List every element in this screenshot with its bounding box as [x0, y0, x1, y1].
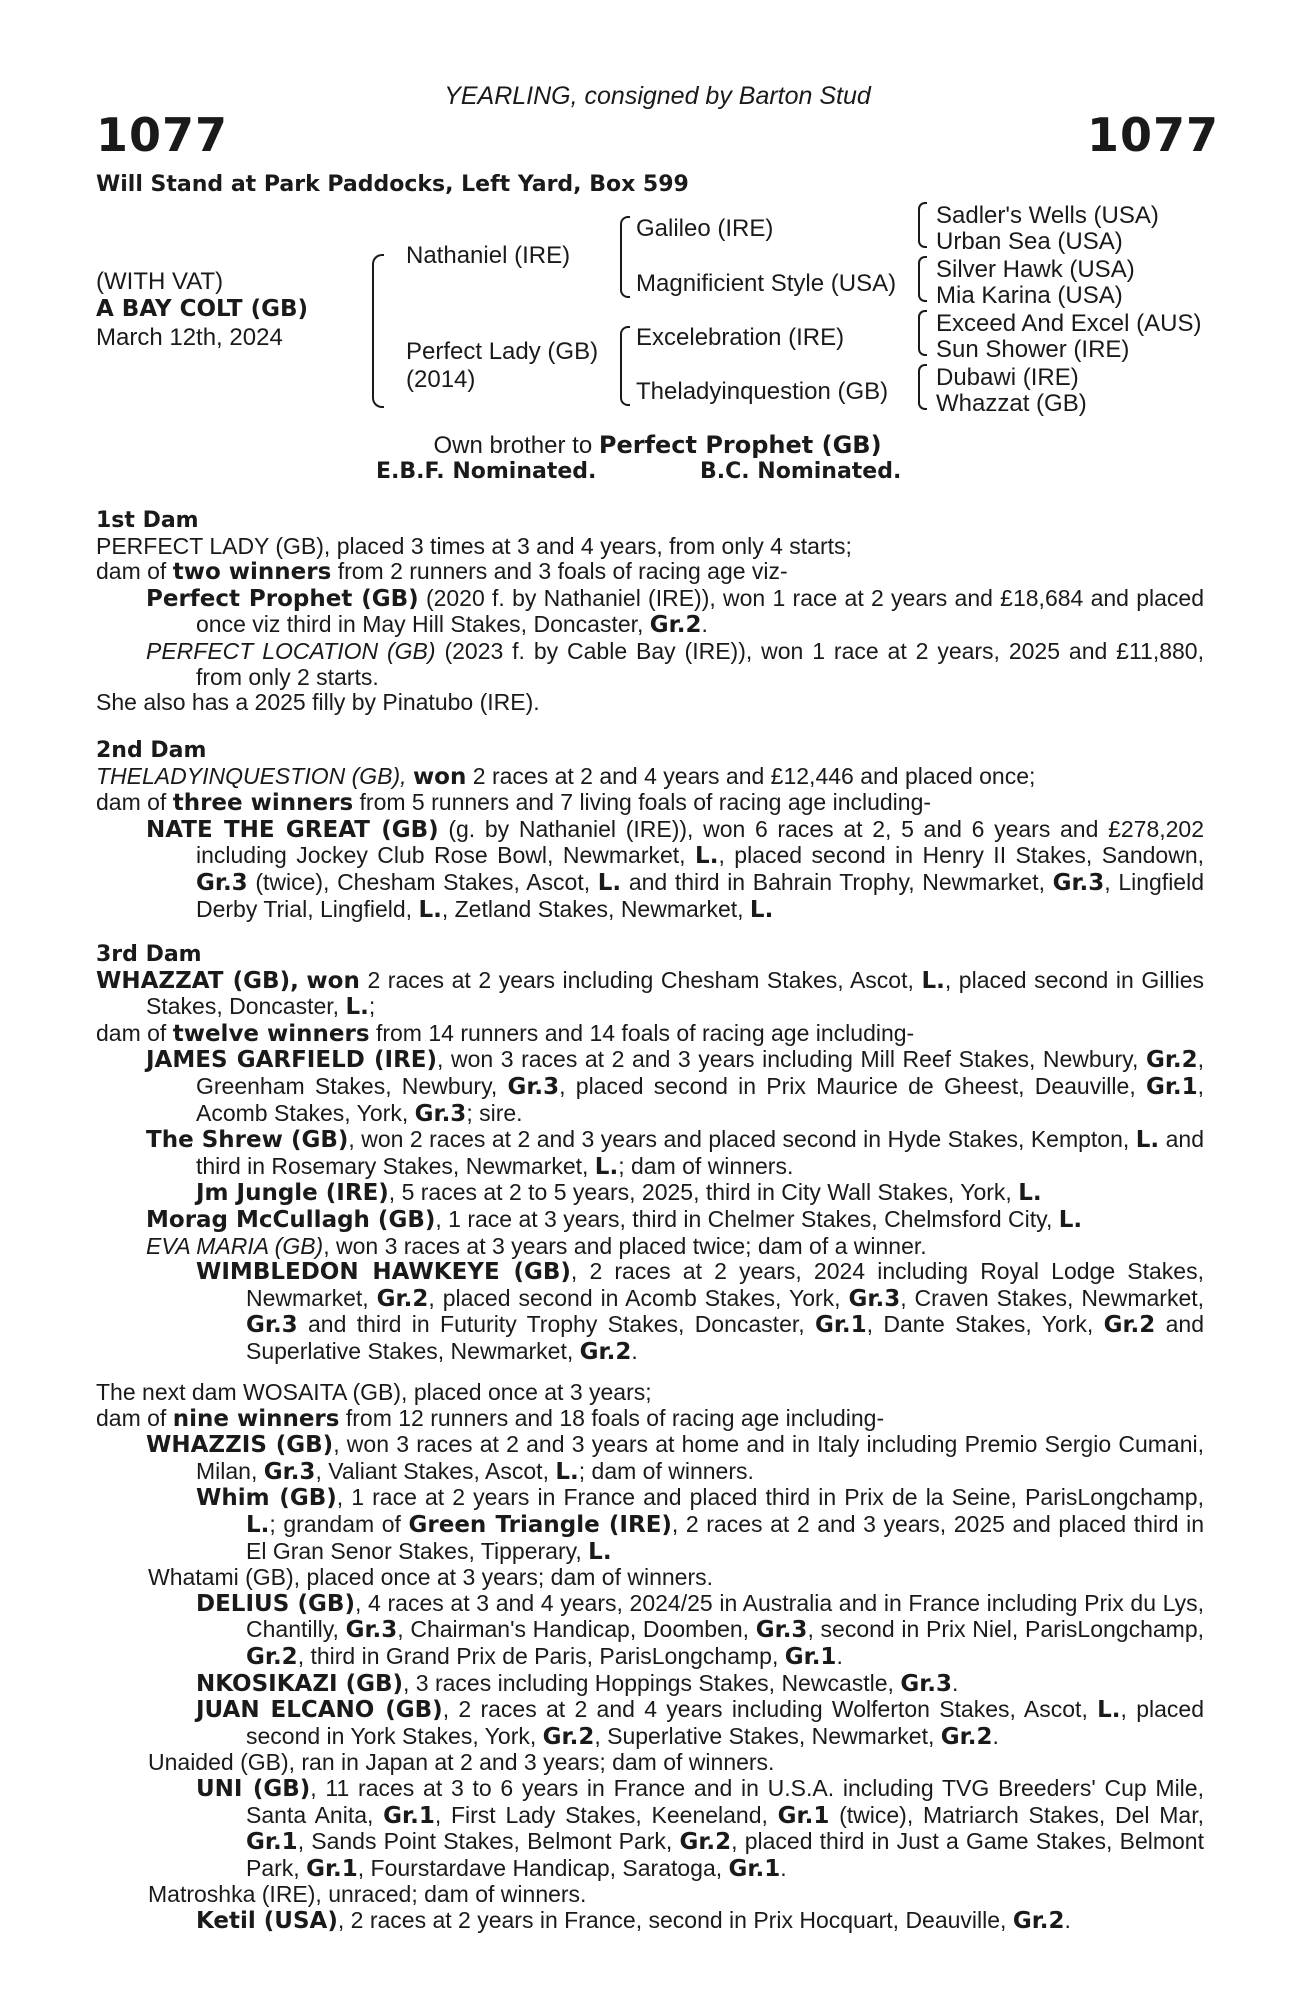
third-dam-section [96, 942, 1204, 1366]
next-dam-line: The next dam WOSAITA (GB), placed once at 3 years; [96, 1379, 652, 1405]
next-dam-section [96, 1380, 1204, 1934]
next-dam-produce-summary: dam of nine winners from 12 runners and 18 foals of racing age including- [96, 1404, 885, 1432]
produce-entry: Perfect Prophet (GB) (2020 f. by Nathaniel (IRE)), won 1 race at 2 years and £18,684 and placed once viz third in May Hill Stakes, Doncaster, Gr.2. [146, 584, 1204, 639]
produce-entry: WHAZZIS (GB), won 3 races at 2 and 3 years at home and in Italy including Premio Sergio Cumani, Milan, Gr.3, Valiant Stakes, Ascot, L.; dam of winners. [146, 1431, 1204, 1485]
third-dam-line: WHAZZAT (GB), won 2 races at 2 years including Chesham Stakes, Ascot, L., placed second in Gillies Stakes, Doncaster, L.; [96, 966, 1204, 1021]
dam-sire: Excelebration (IRE) [636, 324, 845, 351]
ggsire-3: Exceed And Excel (AUS) [936, 310, 1202, 337]
third-dam-produce-summary: dam of twelve winners from 14 runners and 14 foals of racing age including- [96, 1019, 915, 1047]
brace-main [372, 254, 384, 408]
ggsire-4: Dubawi (IRE) [936, 364, 1079, 391]
first-dam-line: PERFECT LADY (GB), placed 3 times at 3 and 4 years, from only 4 starts; [96, 532, 852, 559]
ggdam-4: Whazzat (GB) [936, 390, 1087, 417]
grand-produce-entry: WIMBLEDON HAWKEYE (GB), 2 races at 2 years, 2024 including Royal Lodge Stakes, Newmarket, Gr.2, placed second in Acomb Stakes, York, Gr.3, Craven Stakes, Newmarket, Gr.3 and third in Futurity Trophy Stakes, Doncaster, Gr.1, Dante Stakes, York, Gr.2 and Superlative Stakes, Newmarket, Gr.2. [196, 1258, 1205, 1365]
brother-name: Perfect Prophet (GB) [598, 431, 882, 459]
ggdam-3: Sun Shower (IRE) [936, 336, 1130, 363]
produce-entry: JAMES GARFIELD (IRE), won 3 races at 2 and 3 years including Mill Reef Stakes, Newbury, Gr.2, Greenham Stakes, Newbury, Gr.3, placed second in Prix Maurice de Gheest, Deauville, Gr.1, Acomb Stakes, York, Gr.3; sire. [146, 1046, 1205, 1127]
sire-sire: Galileo (IRE) [636, 215, 774, 242]
dam-dam: Theladyinquestion (GB) [636, 378, 889, 405]
grand-produce-entry: JUAN ELCANO (GB), 2 races at 2 and 4 years including Wolferton Stakes, Ascot, L., placed second in York Stakes, York, Gr.2, Superlative Stakes, Newmarket, Gr.2. [196, 1696, 1205, 1750]
produce-entry: Unaided (GB), ran in Japan at 2 and 3 years; dam of winners. [148, 1749, 775, 1776]
second-dam-line: THELADYINQUESTION (GB), won 2 races at 2 and 4 years and £12,446 and placed once; [96, 762, 1036, 790]
horse-name: A BAY COLT (GB) [96, 296, 309, 322]
first-dam-produce-summary: dam of two winners from 2 runners and 3 foals of racing age viz- [96, 558, 788, 586]
first-dam-section [96, 508, 1204, 716]
grand-produce-entry: Whim (GB), 1 race at 2 years in France and placed third in Prix de la Seine, ParisLongchamp, L.; grandam of Green Triangle (IRE), 2 races at 2 and 3 years, 2025 and placed third in El Gran Senor Stakes, Tipperary, L. [196, 1484, 1204, 1565]
third-dam-heading: 3rd Dam [96, 942, 202, 967]
produce-entry: NATE THE GREAT (GB) (g. by Nathaniel (IRE)), won 6 races at 2, 5 and 6 years and £278,202 including Jockey Club Rose Bowl, Newmarket, L., placed second in Henry II Stakes, Sandown, Gr.3 (twice), Chesham Stakes, Ascot, L. and third in Bahrain Trophy, Newmarket, Gr.3, Lingfield Derby Trial, Lingfield, L., Zetland Stakes, Newmarket, L. [146, 815, 1205, 923]
grand-produce-entry: Jm Jungle (IRE), 5 races at 2 to 5 years, 2025, third in City Wall Stakes, York, L. [196, 1179, 1042, 1207]
produce-entry: EVA MARIA (GB), won 3 races at 3 years and placed twice; dam of a winner. [146, 1232, 927, 1259]
second-dam-section [96, 738, 1204, 923]
produce-entry: Morag McCullagh (GB), 1 race at 3 years, third in Chelmer Stakes, Chelmsford City, L. [146, 1205, 1083, 1233]
produce-entry: Whatami (GB), placed once at 3 years; dam of winners. [148, 1564, 714, 1591]
second-dam-produce-summary: dam of three winners from 5 runners and 7 living foals of racing age including- [96, 789, 932, 817]
brace-gen3-1 [918, 202, 927, 248]
grand-produce-entry: NKOSIKAZI (GB), 3 races including Hoppings Stakes, Newcastle, Gr.3. [196, 1669, 959, 1697]
ggdam-1: Urban Sea (USA) [936, 228, 1123, 255]
grand-produce-entry: DELIUS (GB), 4 races at 3 and 4 years, 2024/25 in Australia and in France including Prix du Lys, Chantilly, Gr.3, Chairman's Handicap, Doomben, Gr.3, second in Prix Niel, ParisLongchamp, Gr.2, third in Grand Prix de Paris, ParisLongchamp, Gr.1. [196, 1589, 1204, 1670]
brace-gen3-2 [918, 256, 927, 302]
lot-number-right: 1077 [1086, 108, 1219, 162]
brace-sire [620, 216, 630, 298]
produce-entry: PERFECT LOCATION (GB) (2023 f. by Cable Bay (IRE)), won 1 race at 2 years, 2025 and £11,880, from only 2 starts. [146, 637, 1204, 690]
ggdam-2: Mia Karina (USA) [936, 282, 1123, 309]
lot-number-left: 1077 [96, 108, 229, 162]
second-dam-heading: 2nd Dam [96, 738, 207, 763]
sire-name: Nathaniel (IRE) [406, 242, 571, 269]
brace-dam [620, 326, 630, 406]
grand-produce-entry: Ketil (USA), 2 races at 2 years in France, second in Prix Hocquart, Deauville, Gr.2. [196, 1906, 1071, 1934]
produce-entry: The Shrew (GB), won 2 races at 2 and 3 years and placed second in Hyde Stakes, Kempton, L. and third in Rosemary Stakes, Newmarket, L.; dam of winners. [146, 1126, 1205, 1180]
stand-location: Will Stand at Park Paddocks, Left Yard, Box 599 [96, 172, 689, 197]
brace-gen3-3 [918, 310, 927, 356]
dam-year: (2014) [406, 366, 476, 393]
ggsire-2: Silver Hawk (USA) [936, 256, 1135, 283]
produce-entry: Matroshka (IRE), unraced; dam of winners. [148, 1881, 587, 1908]
ggsire-1: Sadler's Wells (USA) [936, 202, 1159, 229]
grand-produce-entry: UNI (GB), 11 races at 3 to 6 years in France and in U.S.A. including TVG Breeders' Cup Mile, Santa Anita, Gr.1, First Lady Stakes, Keeneland, Gr.1 (twice), Matriarch Stakes, Del Mar, Gr.1, Sands Point Stakes, Belmont Park, Gr.2, placed third in Just a Game Stakes, Belmont Park, Gr.1, Fourstardave Handicap, Saratoga, Gr.1. [196, 1774, 1204, 1882]
foaling-date: March 12th, 2024 [96, 324, 283, 351]
vat-note: (WITH VAT) [96, 268, 224, 295]
dam-name: Perfect Lady (GB) [406, 338, 599, 365]
bc-nominated: B.C. Nominated. [700, 459, 902, 484]
catalogue-subtitle: YEARLING, consigned by Barton Stud [444, 82, 871, 110]
first-dam-heading: 1st Dam [96, 508, 199, 533]
brother-note: Own brother to Perfect Prophet (GB) [433, 431, 882, 459]
first-dam-note: She also has a 2025 filly by Pinatubo (IRE). [96, 689, 540, 716]
brace-gen3-4 [918, 364, 927, 410]
ebf-nominated: E.B.F. Nominated. [376, 459, 597, 484]
sire-dam: Magnificient Style (USA) [636, 270, 897, 297]
